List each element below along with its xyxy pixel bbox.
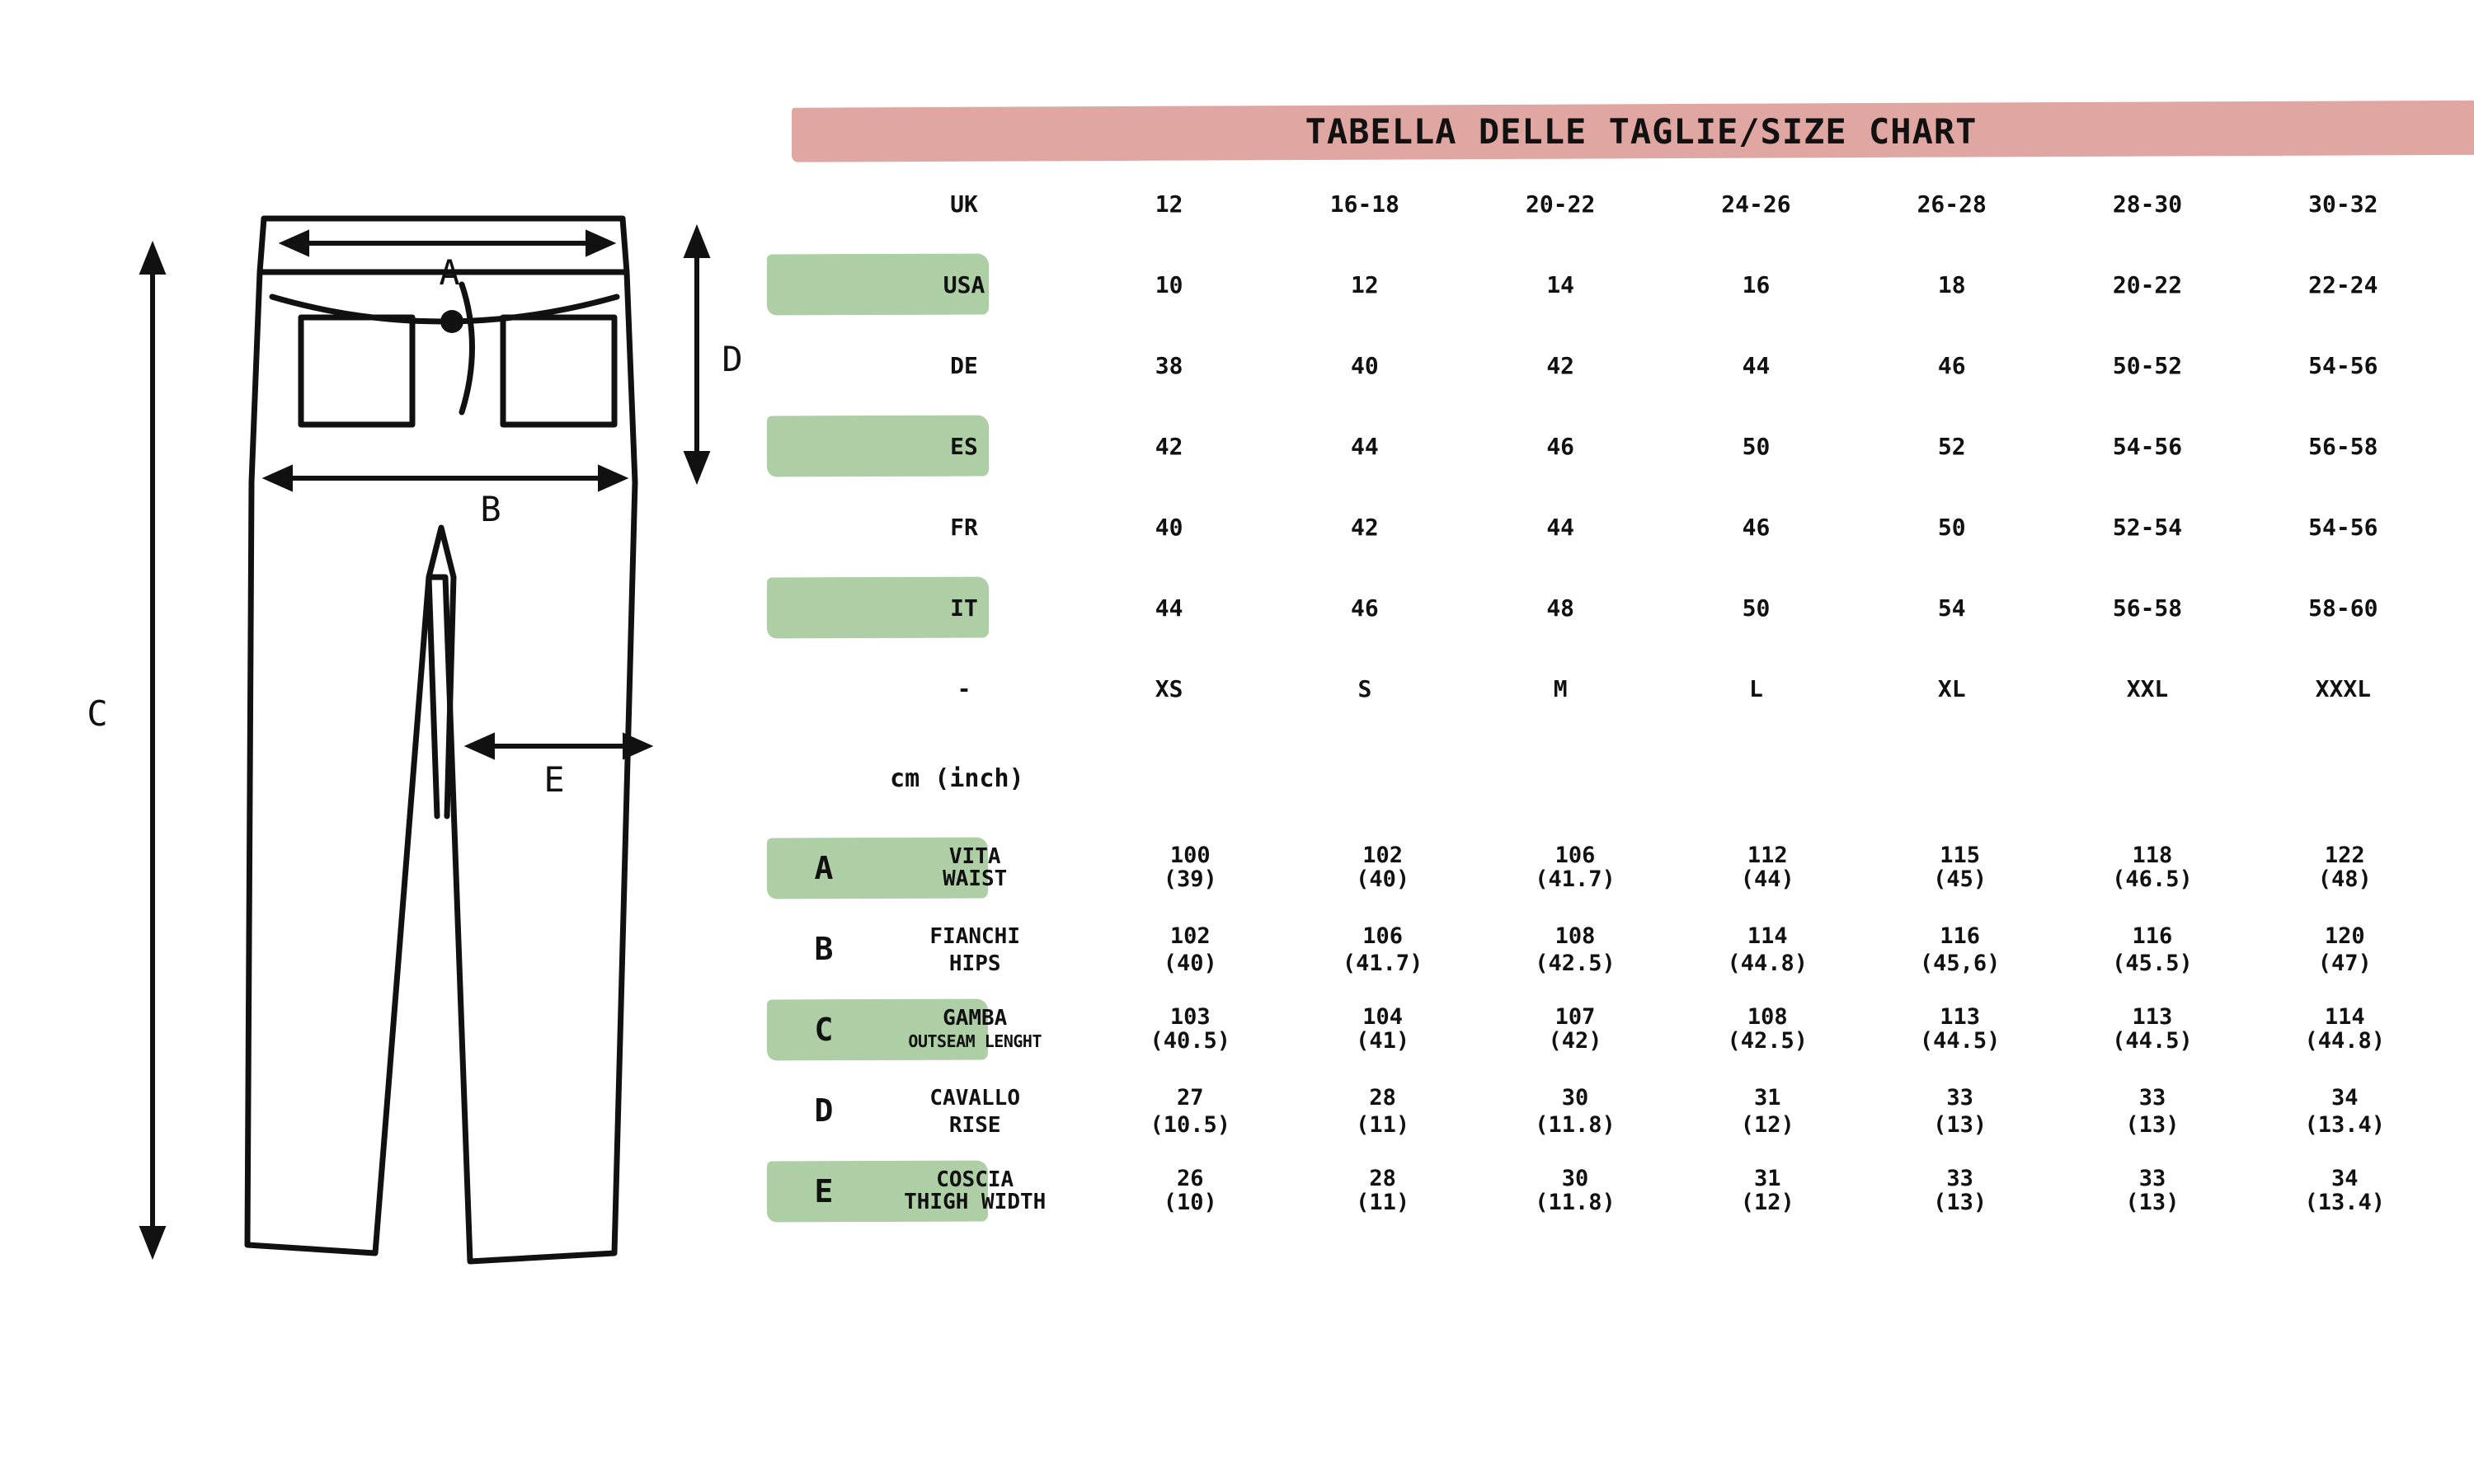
size-row-label: ES: [950, 432, 978, 460]
diagram-label-C: C: [87, 693, 108, 734]
table-cell: 48: [1546, 594, 1575, 622]
table-row: [792, 1070, 2441, 1151]
diagram-label-A: A: [439, 252, 460, 293]
table-cell: 54: [1937, 594, 1966, 622]
measure-name: GAMBA OUTSEAM LENGHT: [908, 1005, 1042, 1051]
table-row: [792, 567, 2441, 648]
table-cell: 108 (42.5): [1535, 923, 1616, 976]
table-cell: 54-56: [2308, 351, 2378, 379]
measure-key: D: [814, 1092, 834, 1129]
diagram-label-B: B: [480, 489, 501, 529]
table-cell: 20-22: [2112, 270, 2183, 298]
table-row: [792, 325, 2441, 406]
table-cell: 50-52: [2112, 351, 2183, 379]
size-row-label: DE: [950, 351, 978, 379]
table-cell: 24-26: [1721, 190, 1791, 218]
table-cell: 33 (13): [1933, 1085, 1987, 1138]
table-cell: 28 (11): [1356, 1085, 1410, 1138]
table-cell: 102 (40): [1356, 843, 1410, 892]
measure-name: COSCIA THIGH WIDTH: [904, 1167, 1047, 1214]
size-row-label: UK: [950, 190, 978, 218]
table-cell: 115 (45): [1933, 843, 1987, 892]
table-row: [792, 989, 2441, 1070]
table-cell: 22-24: [2308, 270, 2378, 298]
table-cell: 54-56: [2308, 513, 2378, 541]
table-cell: 116 (45,6): [1919, 923, 2001, 976]
table-cell: 28 (11): [1356, 1166, 1410, 1215]
table-cell: 30 (11.8): [1535, 1085, 1616, 1138]
table-row: [792, 1151, 2441, 1232]
table-cell: 114 (44.8): [1727, 923, 1808, 976]
table-row: [792, 244, 2441, 325]
table-cell: 122 (48): [2317, 843, 2372, 892]
table-cell: 42: [1546, 351, 1575, 379]
page-title: TABELLA DELLE TAGLIE/SIZE CHART: [1305, 110, 1978, 152]
table-cell: 112 (44): [1740, 843, 1794, 892]
table-cell: 54-56: [2112, 432, 2183, 460]
table-cell: 28-30: [2112, 190, 2183, 218]
table-cell: 31 (12): [1740, 1166, 1794, 1215]
table-cell: 103 (40.5): [1150, 1004, 1231, 1054]
diagram-label-D: D: [722, 339, 743, 379]
table-cell: 56-58: [2308, 432, 2378, 460]
table-cell: 42: [1155, 432, 1183, 460]
size-row-label: USA: [943, 270, 985, 298]
table-row: [792, 828, 2441, 909]
table-cell: 50: [1742, 432, 1771, 460]
table-cell: 14: [1546, 270, 1575, 298]
table-cell: 12: [1351, 270, 1379, 298]
table-cell: 26-28: [1917, 190, 1987, 218]
unit-note: cm (inch): [890, 763, 1024, 793]
measure-name: FIANCHI HIPS: [929, 924, 1020, 976]
table-cell: XL: [1937, 674, 1966, 702]
table-cell: 107 (42): [1548, 1004, 1602, 1054]
size-row-label: IT: [950, 594, 978, 622]
unit-note-row: [792, 729, 2441, 828]
table-cell: 50: [1937, 513, 1966, 541]
table-cell: 40: [1351, 351, 1379, 379]
table-cell: XXL: [2126, 674, 2169, 702]
table-cell: 118 (46.5): [2112, 843, 2193, 892]
table-cell: 52-54: [2112, 513, 2183, 541]
table-cell: M: [1553, 674, 1568, 702]
table-cell: 104 (41): [1356, 1004, 1410, 1054]
table-cell: 18: [1937, 270, 1966, 298]
table-cell: 16: [1742, 270, 1771, 298]
table-cell: 46: [1546, 432, 1575, 460]
trousers-measurement-diagram: [0, 0, 792, 1484]
table-cell: 46: [1742, 513, 1771, 541]
table-cell: 38: [1155, 351, 1183, 379]
table-cell: XXXL: [2315, 674, 2372, 702]
table-cell: 42: [1351, 513, 1379, 541]
size-conversion-table: [792, 163, 2441, 828]
table-cell: 50: [1742, 594, 1771, 622]
table-row: [792, 648, 2441, 729]
table-cell: 114 (44.8): [2304, 1004, 2386, 1054]
table-cell: S: [1357, 674, 1372, 702]
table-cell: 106 (41.7): [1342, 923, 1423, 976]
table-row: [792, 909, 2441, 989]
size-row-label: FR: [950, 513, 978, 541]
table-cell: 33 (13): [2125, 1166, 2180, 1215]
table-cell: L: [1749, 674, 1763, 702]
table-cell: 44: [1351, 432, 1379, 460]
measure-name: VITA WAIST: [943, 843, 1008, 891]
table-cell: 44: [1155, 594, 1183, 622]
table-cell: 46: [1351, 594, 1379, 622]
measure-key: B: [814, 931, 834, 967]
table-cell: 113 (44.5): [1919, 1004, 2001, 1054]
table-cell: 34 (13.4): [2304, 1085, 2386, 1138]
chart-title-band: [808, 99, 2474, 163]
table-cell: 33 (13): [1933, 1166, 1987, 1215]
table-cell: 46: [1937, 351, 1966, 379]
measurements-table: [792, 828, 2441, 1232]
measure-key: C: [792, 989, 856, 1070]
table-cell: 34 (13.4): [2304, 1166, 2386, 1215]
table-cell: 52: [1937, 432, 1966, 460]
table-cell: 31 (12): [1740, 1085, 1794, 1138]
table-cell: 20-22: [1526, 190, 1596, 218]
table-cell: XS: [1155, 674, 1183, 702]
table-cell: 30-32: [2308, 190, 2378, 218]
table-cell: 44: [1546, 513, 1575, 541]
table-cell: 10: [1155, 270, 1183, 298]
table-cell: 58-60: [2308, 594, 2378, 622]
table-cell: 26 (10): [1163, 1166, 1217, 1215]
table-cell: 100 (39): [1163, 843, 1217, 892]
table-cell: 30 (11.8): [1535, 1166, 1616, 1215]
table-row: [792, 406, 2441, 486]
table-row: [792, 486, 2441, 567]
table-cell: 106 (41.7): [1535, 843, 1616, 892]
table-cell: 56-58: [2112, 594, 2183, 622]
measure-name: CAVALLO RISE: [929, 1086, 1020, 1138]
diagram-label-E: E: [543, 759, 565, 800]
measure-key: E: [792, 1151, 856, 1232]
table-cell: 12: [1155, 190, 1183, 218]
table-cell: 113 (44.5): [2112, 1004, 2193, 1054]
table-cell: 33 (13): [2125, 1085, 2180, 1138]
table-cell: 44: [1742, 351, 1771, 379]
table-cell: 27 (10.5): [1150, 1085, 1231, 1138]
measure-key: A: [792, 828, 856, 909]
table-row: [792, 163, 2441, 244]
table-cell: 40: [1155, 513, 1183, 541]
table-cell: 120 (47): [2317, 923, 2372, 976]
table-cell: 102 (40): [1163, 923, 1217, 976]
table-cell: 116 (45.5): [2112, 923, 2193, 976]
table-cell: 16-18: [1329, 190, 1400, 218]
size-chart: [792, 99, 2474, 1232]
size-row-label: -: [957, 674, 971, 702]
table-cell: 108 (42.5): [1727, 1004, 1808, 1054]
